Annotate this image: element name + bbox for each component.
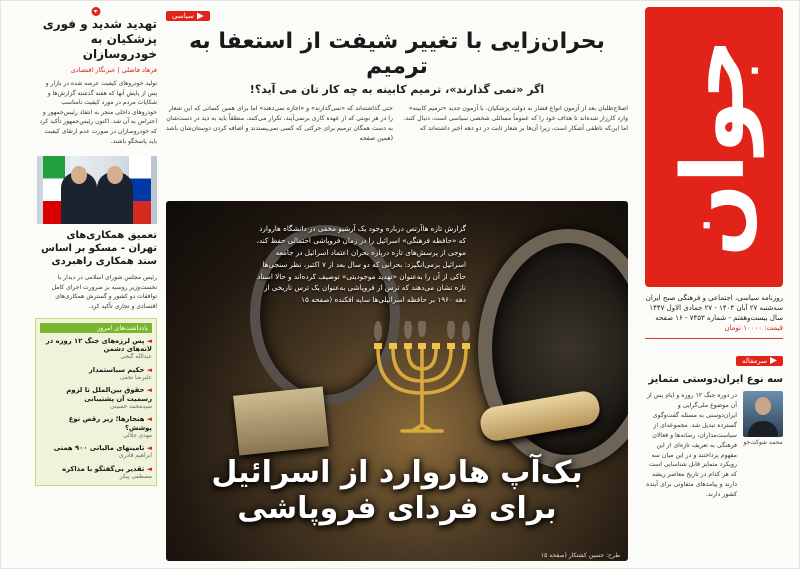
bullet-icon: ◄ xyxy=(144,415,152,424)
editorial-body: در دوره جنگ ۱۲ روزه و ایام پس از آن موضوع ملی‌گرایی و ایران‌دوستی به مسئله گفت‌وگوی گسترده تبدیل شد. مجموعه‌ای از سیاست‌مداران، رسانه‌ها و فعالان فرهنگی به تعریف تازه‌ای از این مفهوم پرداختند و در این میان سه رویکرد متمایز قابل شناسایی است که هر کدام در تاریخ معاصر ریشه دارند و پیامدهای متفاوتی برای آینده کشور دارند. xyxy=(646,392,737,499)
masthead-date: سه‌شنبه ۲۷ آبان ۱۴۰۴ - ۲۷ جمادی الاول ۱۴۴۷ xyxy=(649,304,783,313)
left-story2-title[interactable]: تعمیق همکاری‌های تهران - مسکو بر اساس سند همکاری راهبردی xyxy=(41,230,157,268)
note-item[interactable] xyxy=(40,386,152,411)
left-story-title[interactable]: تهدید شدید و فوری پزشکیان به خودروسازان xyxy=(42,17,157,61)
editorial-title[interactable]: سه نوع ایران‌دوستی متمایز xyxy=(648,374,783,385)
note-title: تامینهای مالیاتی ۹۰۰ همتی xyxy=(53,444,145,453)
note-title: تقدیر بی‌گفتگو با مذاکره xyxy=(62,464,145,473)
left-story-body: تولید خودروهای کیفیت عرضه شده در بازار و پس از پایش آنها که هفته گذشته گزارش‌ها و شکایات مردم در مورد کیفیت نامناسب خودروهای داخلی منجر به انتقاد رئیس‌جمهور و اعتراض به آن شد. اکنون رئیس‌جمهور تأکید کرد که خودروسازان در صورت عدم ارتقای کیفیت باید پاسخگو باشند. xyxy=(39,80,157,145)
editorial-body-box xyxy=(645,391,783,500)
documents-graphic xyxy=(233,386,329,455)
notes-box xyxy=(35,318,157,487)
tag-arrow-icon xyxy=(770,357,777,364)
masthead-info xyxy=(645,293,783,339)
hero-title[interactable] xyxy=(166,455,628,527)
left-story2-body: رئیس مجلس شورای اسلامی در دیدار با نخست‌وزیر روسیه بر ضرورت اجرای کامل توافقات دو کشور و گسترش همکاری‌های اقتصادی و تجاری تأکید کرد. xyxy=(51,274,157,310)
hero-title-line2: برای فردای فروپاشی xyxy=(237,491,557,526)
left-story-byline: فرهاد فاضلی | خبرنگار اقتصادی xyxy=(70,66,157,74)
note-item[interactable] xyxy=(40,465,152,481)
note-title: هنجارها؛ زیر رقص نوع پوشش؟ xyxy=(68,415,152,433)
lead-subhead: اگر «نمی گذارند»، ترمیم کابینه به چه کار تان می آید؟! xyxy=(249,83,545,96)
hero-title-line1: بک‌آپ هاروارد از اسرائیل xyxy=(211,455,583,490)
note-title: حقوق بین‌الملل تا لزوم رسمیت آن پشتیبانی xyxy=(66,386,152,403)
bullet-icon: ◄ xyxy=(144,464,152,473)
author-block xyxy=(743,391,783,446)
note-item[interactable] xyxy=(40,415,152,440)
left-column xyxy=(35,7,157,486)
bullet-icon: ◄ xyxy=(144,365,152,374)
lead-story xyxy=(166,7,628,144)
note-author: عبدالله گنجی xyxy=(120,354,152,361)
note-item[interactable] xyxy=(40,444,152,460)
note-item[interactable] xyxy=(40,337,152,362)
masthead-price: قیمت: ۱۰۰۰۰ تومان xyxy=(724,324,783,333)
lead-body-col: حتی گذاشته‌اند که «نمی‌گذارند» و «اجازه نمی‌دهند» اما برای همین کسانی که این شعار را در هر نوبتی که از عهده کاری برنمی‌آیند، تکرار می‌کنند، منطقاً باید به دید در دست‌شان به دست همگان ترمیم برای حرکتی که کسی نمی‌پسندند و اضافه کردن دوستان‌شان باشد (همین صفحه xyxy=(166,105,393,142)
note-title: پس لرزه‌های جنگ ۱۲ روزه در لانه‌های دشمن xyxy=(45,336,152,354)
editorial-tag xyxy=(736,356,783,366)
masthead-logo xyxy=(645,7,783,287)
note-author: علیرضا نجفی xyxy=(120,374,152,381)
notes-box-header: یادداشت‌های امروز xyxy=(40,323,152,333)
lead-body xyxy=(166,104,628,144)
hero-credit: طرح: حسین کشتکار (صفحه ۱۵ xyxy=(540,552,620,559)
editorial-column xyxy=(645,349,783,569)
bullet-icon: ◄ xyxy=(144,336,152,345)
note-author: مهدی جلالی xyxy=(123,432,152,439)
lead-headline[interactable]: بحران‌زایی با تغییر شیفت از استعفا به ترمیم xyxy=(189,29,605,79)
bullet-icon: ◄ xyxy=(144,444,152,453)
editorial-tag-label: سرمقاله xyxy=(741,356,767,365)
menorah-icon xyxy=(362,321,482,441)
author-avatar xyxy=(743,391,783,437)
masthead-issue: سال بیست‌وهفتم - شماره ۷۴۵۳ - ۱۶ صفحه xyxy=(655,314,783,323)
note-author: سیدمحمد حسینی xyxy=(110,403,152,410)
note-author: ابراهیم قادری xyxy=(119,453,152,460)
lead-tag-label: سیاسی xyxy=(172,12,194,20)
story-marker-icon xyxy=(92,7,101,16)
note-item[interactable] xyxy=(40,366,152,382)
diplomats-photo[interactable] xyxy=(37,156,157,224)
masthead-name: جوان xyxy=(664,37,764,257)
lead-body-col: اصلاح‌طلبان بعد از آزمون انواع فشار به دولت پزشکیان، با آزمون جدید «ترمیم کابینه» وارد کارزار شده‌اند تا هداف خود را که عموماً مسائلی شخصی سیاسی است، دنبال کنند. اما این‌که ناطقی آشکار است، زیرا آن‌ها بر شعار ثابت در دو دهه اخیر داشته‌اند که xyxy=(403,105,628,132)
tag-arrow-icon xyxy=(197,13,204,20)
note-author: مصطفی پیکر xyxy=(119,473,152,480)
hero-caption: گزارش تازه هاآرتص درباره وجود یک آرشیو مخفی در دانشگاه هاروارد که «حافظه فرهنگی» اسرائیل را در زمان فروپاشی احتمالی حفظ کند، موجی از پرسش‌های تازه درباره بحران اعتماد اسرائیل در جامعه اسرائیل برمی‌انگیزد: بحرانی که دو سال بعد از ۷ اکتبر، نظر سنجی‌ها حاکی از آن را به‌عنوان «تهدید موجودیتی» توصیف کرده‌اند و حالا اسناد تازه نشان می‌دهند که ترس از فروپاشی به‌عنوان یک ترس تاریخی از دهه ۱۹۶۰ بر حافظه اسرائیلی‌ها سایه افکنده (صفحه ۱۵ xyxy=(256,224,466,305)
bullet-icon: ◄ xyxy=(144,386,152,395)
masthead-info-line: روزنامه سیاسی، اجتماعی و فرهنگی صبح ایران xyxy=(645,294,783,302)
hero-illustration[interactable] xyxy=(166,201,628,561)
author-name: محمد شوکت‌جو xyxy=(743,439,783,446)
note-title: حکیم سیاستمدار xyxy=(88,365,145,374)
lead-tag xyxy=(166,11,210,21)
